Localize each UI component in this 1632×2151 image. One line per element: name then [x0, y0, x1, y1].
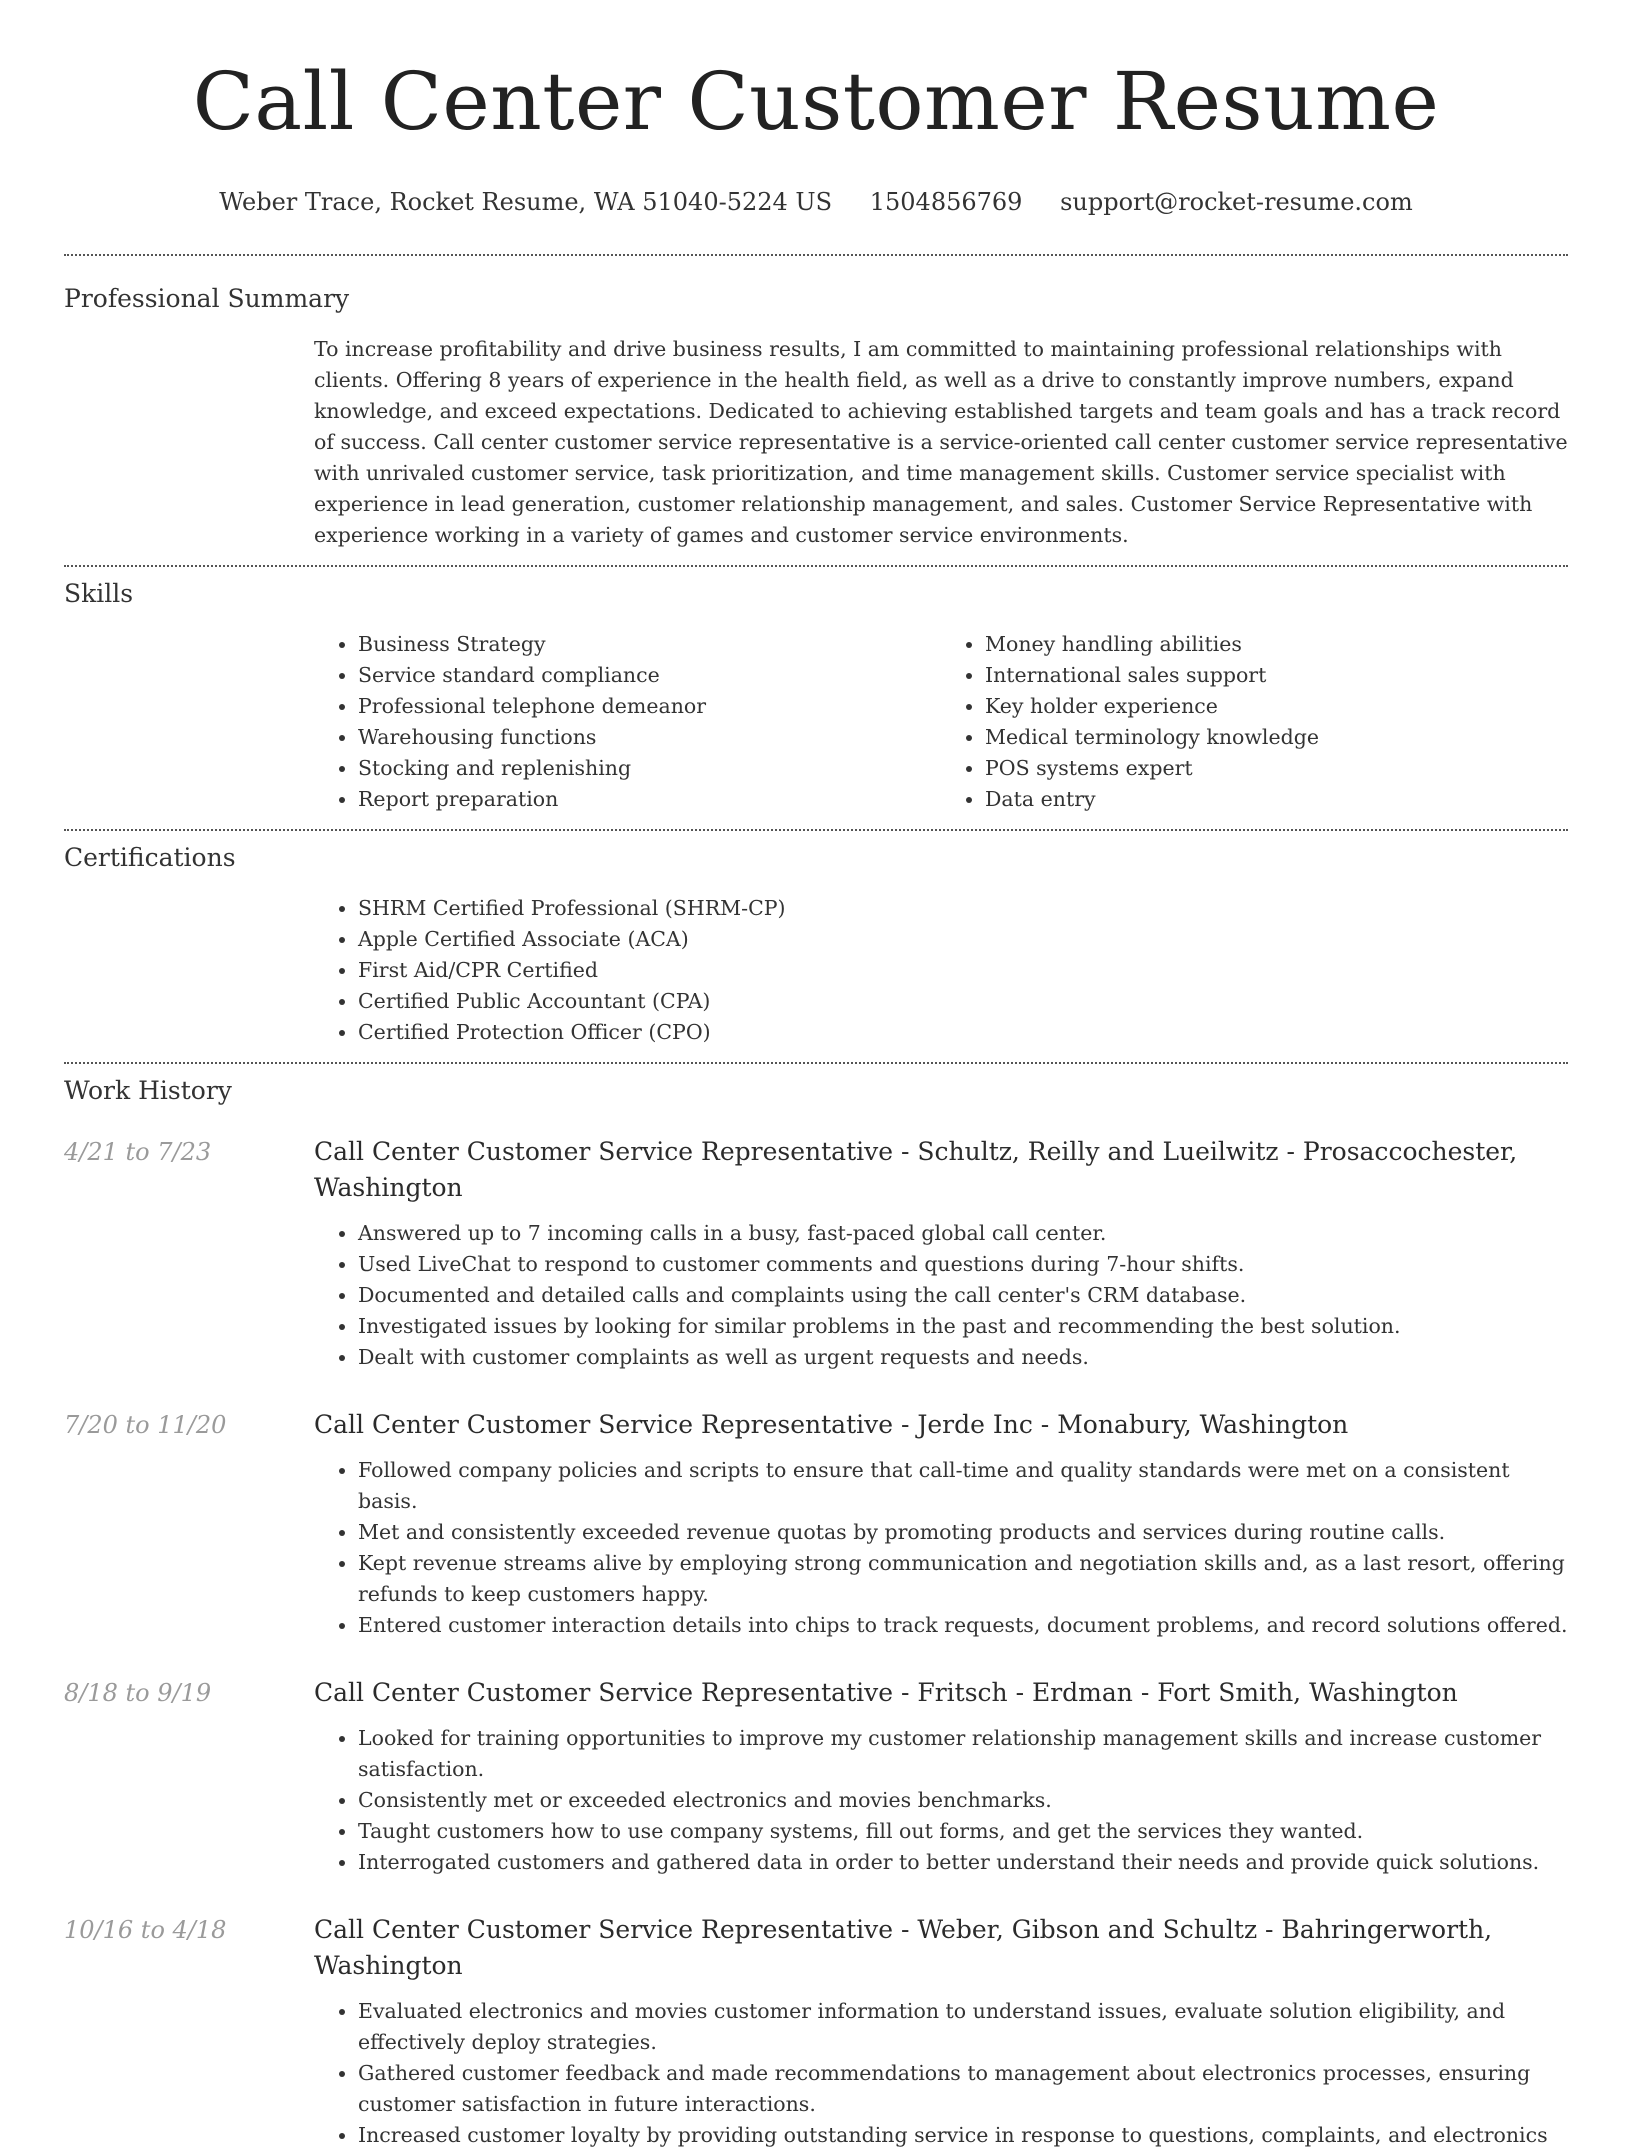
contact-address: Weber Trace, Rocket Resume, WA 51040-5224 US — [219, 188, 833, 216]
skills-grid — [314, 629, 1568, 815]
section-title-skills: Skills — [64, 579, 134, 608]
section-title-summary: Professional Summary — [64, 284, 350, 313]
job-bullets — [314, 1455, 1568, 1641]
skill-item: • Medical terminology knowledge — [985, 722, 1568, 753]
summary-section — [64, 256, 1568, 565]
job-title: Call Center Customer Service Representative - Fritsch - Erdman - Fort Smith, Washington — [314, 1678, 1458, 1707]
skills-section — [64, 567, 1568, 829]
job-entry — [64, 1912, 1568, 2151]
skill-item: • Money handling abilities — [985, 629, 1568, 660]
job-bullet: • Used LiveChat to respond to customer comments and questions during 7-hour shifts. — [358, 1249, 1568, 1280]
work-history-section — [64, 1064, 1568, 2151]
job-bullet: • Met and consistently exceeded revenue quotas by promoting products and services during routine calls. — [358, 1517, 1568, 1548]
job-bullet: • Answered up to 7 incoming calls in a busy, fast-paced global call center. — [358, 1218, 1568, 1249]
job-bullet: • Evaluated electronics and movies customer information to understand issues, evaluate solution eligibility, and effectively deploy strategies. — [358, 1996, 1568, 2058]
contact-email: support@rocket-resume.com — [1060, 188, 1413, 216]
certification-item: • Certified Protection Officer (CPO) — [358, 1017, 1568, 1048]
skill-item: • Professional telephone demeanor — [358, 691, 941, 722]
certifications-list — [314, 893, 1568, 1048]
job-entry — [64, 1134, 1568, 1373]
summary-body — [314, 334, 1568, 551]
job-title: Call Center Customer Service Representative - Weber, Gibson and Schultz - Bahringerworth, Washington — [314, 1915, 1493, 1980]
skills-list-left — [314, 629, 941, 815]
job-bullet: • Increased customer loyalty by providing outstanding service in response to questions, complaints, and electronics — [358, 2120, 1568, 2151]
job-bullet: • Investigated issues by looking for similar problems in the past and recommending the best solution. — [358, 1311, 1568, 1342]
job-bullet: • Dealt with customer complaints as well as urgent requests and needs. — [358, 1342, 1568, 1373]
job-entry — [64, 1407, 1568, 1641]
certification-item: • Apple Certified Associate (ACA) — [358, 924, 1568, 955]
job-bullet: • Interrogated customers and gathered data in order to better understand their needs and provide quick solutions. — [358, 1847, 1568, 1878]
certification-item: • SHRM Certified Professional (SHRM-CP) — [358, 893, 1568, 924]
certifications-section — [64, 831, 1568, 1062]
job-dates: 4/21 to 7/23 — [64, 1138, 212, 1166]
job-main — [314, 1407, 1568, 1641]
skill-item: • Business Strategy — [358, 629, 941, 660]
job-main — [314, 1675, 1568, 1878]
job-main — [314, 1134, 1568, 1373]
skill-item: • Key holder experience — [985, 691, 1568, 722]
job-bullet: • Followed company policies and scripts to ensure that call-time and quality standards were met on a consistent basis. — [358, 1455, 1568, 1517]
job-bullet: • Kept revenue streams alive by employing strong communication and negotiation skills and, as a last resort, offering refunds to keep customers happy. — [358, 1548, 1568, 1610]
skills-list-right — [941, 629, 1568, 815]
skill-item: • International sales support — [985, 660, 1568, 691]
resume-name: Call Center Customer Resume — [192, 55, 1440, 148]
certification-item: • First Aid/CPR Certified — [358, 955, 1568, 986]
certification-item: • Certified Public Accountant (CPA) — [358, 986, 1568, 1017]
job-bullet: • Entered customer interaction details into chips to track requests, document problems, and record solutions offered. — [358, 1610, 1568, 1641]
certifications-body — [314, 893, 1568, 1048]
skill-item: • Service standard compliance — [358, 660, 941, 691]
skill-item: • Stocking and replenishing — [358, 753, 941, 784]
skill-item: • Report preparation — [358, 784, 941, 815]
job-bullet: • Looked for training opportunities to improve my customer relationship management skills and increase customer satisfaction. — [358, 1723, 1568, 1785]
job-entry — [64, 1675, 1568, 1878]
contact-phone: 1504856769 — [869, 188, 1023, 216]
job-bullet: • Documented and detailed calls and complaints using the call center's CRM database. — [358, 1280, 1568, 1311]
skill-item: • Data entry — [985, 784, 1568, 815]
job-bullet: • Taught customers how to use company systems, fill out forms, and get the services they wanted. — [358, 1816, 1568, 1847]
section-title-certifications: Certifications — [64, 843, 236, 872]
summary-text: To increase profitability and drive business results, I am committed to maintaining professional relationships with clients. Offering 8 years of experience in the health field, as well as a drive to constantly improve numbers, expand knowledge, and exceed expectations. Dedicated to achieving established targets and team goals and has a track record of success. Call center customer service representative is a service-oriented call center customer service representative with unrivaled customer service, task prioritization, and time management skills. Customer service specialist with experience in lead generation, customer relationship management, and sales. Customer Service Representative with experience working in a variety of games and customer service environments. — [314, 337, 1568, 547]
contact-line — [64, 186, 1568, 218]
job-bullets — [314, 1996, 1568, 2151]
section-title-work-history: Work History — [64, 1076, 232, 1105]
job-main — [314, 1912, 1568, 2151]
job-bullet: • Consistently met or exceeded electronics and movies benchmarks. — [358, 1785, 1568, 1816]
job-bullet: • Gathered customer feedback and made recommendations to management about electronics processes, ensuring customer satisfaction in future interactions. — [358, 2058, 1568, 2120]
job-dates: 8/18 to 9/19 — [64, 1679, 212, 1707]
job-bullets — [314, 1723, 1568, 1878]
job-bullets — [314, 1218, 1568, 1373]
skill-item: • POS systems expert — [985, 753, 1568, 784]
skill-item: • Warehousing functions — [358, 722, 941, 753]
job-title: Call Center Customer Service Representative - Jerde Inc - Monabury, Washington — [314, 1410, 1349, 1439]
job-title: Call Center Customer Service Representative - Schultz, Reilly and Lueilwitz - Prosaccochester, Washington — [314, 1137, 1518, 1202]
job-dates: 10/16 to 4/18 — [64, 1916, 227, 1944]
job-dates: 7/20 to 11/20 — [64, 1411, 227, 1439]
